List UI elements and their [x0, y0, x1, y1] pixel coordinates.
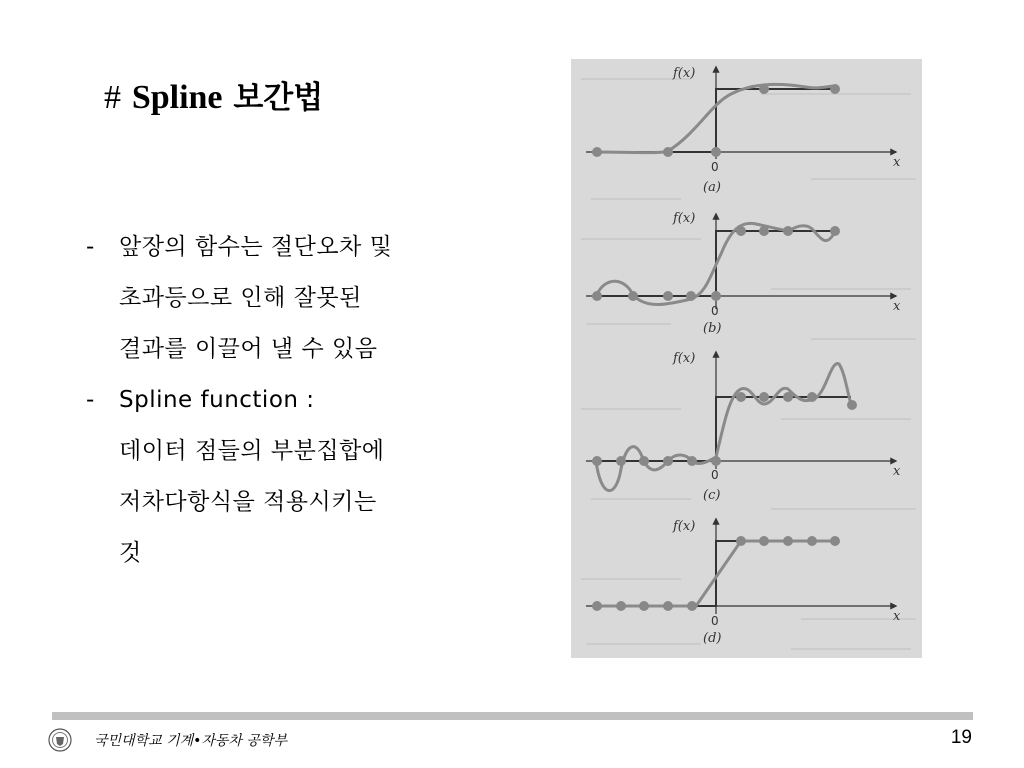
bullet-text: 것: [119, 540, 142, 566]
bullet-text: 저차다항식을 적용시키는: [119, 489, 377, 515]
bullet-text: 초과등으로 인해 잘못된: [119, 285, 362, 311]
bullet-line: [86, 375, 466, 426]
page-number: 19: [950, 727, 972, 748]
origin: 0: [711, 614, 719, 628]
ylabel: f(x): [673, 211, 696, 226]
ylabel: f(x): [673, 66, 696, 81]
bullet-line: [86, 528, 466, 579]
figure-background: [571, 59, 922, 658]
footer-institution: 국민대학교 기계•자동차 공학부: [94, 733, 287, 749]
bullet-dash: -: [86, 234, 95, 260]
bullet-text: 결과를 이끌어 낼 수 있음: [119, 336, 378, 362]
bullet-text: Spline function :: [119, 387, 315, 413]
ylabel: f(x): [673, 351, 696, 366]
bullet-line: [86, 324, 466, 375]
title-hash: #: [104, 79, 121, 116]
origin: 0: [711, 304, 719, 318]
bullet-line: [86, 273, 466, 324]
bullet-text: 데이터 점들의 부분집합에: [119, 438, 385, 464]
footer-divider: [52, 712, 973, 720]
caption: (b): [703, 321, 722, 336]
spline-figure: [571, 59, 922, 658]
xlabel: x: [893, 464, 901, 479]
bullet-line: [86, 426, 466, 477]
title-korean: 보간법: [233, 80, 324, 116]
caption: (a): [703, 180, 721, 195]
slide-title: [104, 72, 323, 117]
bullet-line: [86, 222, 466, 273]
bullet-text: 앞장의 함수는 절단오차 및: [119, 234, 393, 260]
origin: 0: [711, 160, 719, 174]
xlabel: x: [893, 609, 901, 624]
caption: (d): [703, 631, 722, 646]
origin: 0: [711, 468, 719, 482]
bullet-line: [86, 477, 466, 528]
university-seal-icon: [48, 728, 72, 752]
caption: (c): [703, 488, 721, 503]
xlabel: x: [893, 299, 901, 314]
bullet-dash: -: [86, 387, 95, 413]
bullet-list: [86, 222, 466, 579]
ylabel: f(x): [673, 519, 696, 534]
title-latin: Spline: [131, 79, 223, 116]
xlabel: x: [893, 155, 901, 170]
